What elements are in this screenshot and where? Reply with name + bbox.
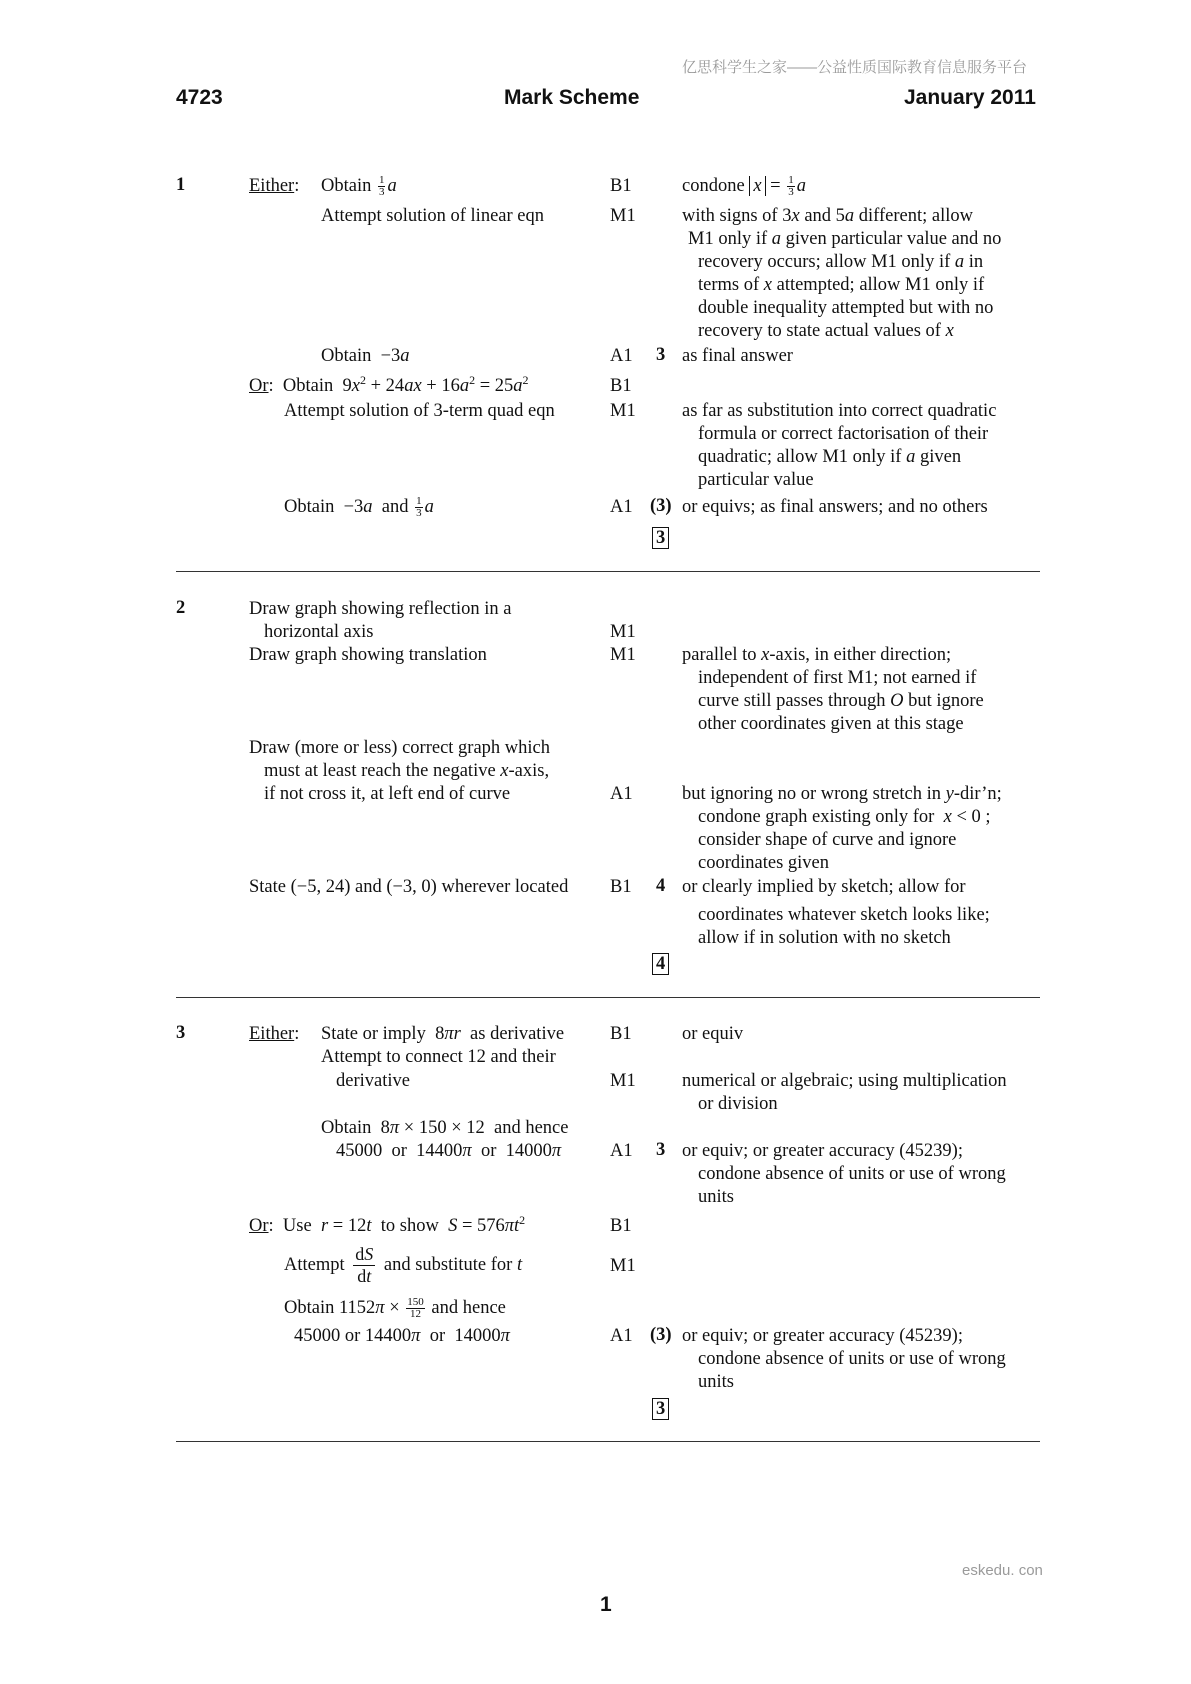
comment-text: but ignoring no or wrong stretch in y-dir’n; <box>682 784 1002 804</box>
step-text: 45000 or 14400π or 14000π <box>294 1326 510 1346</box>
comment-text: or equivs; as final answers; and no others <box>682 497 988 517</box>
mark-code: A1 <box>610 1141 633 1161</box>
comment-text: formula or correct factorisation of their <box>698 424 989 444</box>
step-text: Attempt to connect 12 and their <box>321 1047 556 1067</box>
step-text: Obtain −3a <box>321 346 410 366</box>
watermark-top: 亿思科学生之家——公益性质国际教育信息服务平台 <box>682 59 1028 76</box>
mark-code: M1 <box>610 622 636 642</box>
question-total: 4 <box>652 953 669 975</box>
question-number: 1 <box>176 175 186 195</box>
comment-text: coordinates given <box>698 853 829 873</box>
step-text: Or: Use r = 12t to show $S = 576\pi t^2$ <box>249 1213 526 1236</box>
step-text: if not cross it, at left end of curve <box>264 784 511 804</box>
comment-text: as far as substitution into correct quadratic <box>682 401 997 421</box>
comment-text: quadratic; allow M1 only if a given <box>698 447 962 467</box>
step-text: 45000 or 14400π or 14000π <box>336 1141 562 1161</box>
comment-text: particular value <box>698 470 814 490</box>
mark-code: B1 <box>610 877 632 897</box>
mark-code: M1 <box>610 206 636 226</box>
subtotal: 4 <box>656 876 666 896</box>
comment-text: with signs of 3x and 5a different; allow <box>682 206 973 226</box>
mark-code: A1 <box>610 1326 633 1346</box>
step-text: Obtain $\frac{1}{3}$ a <box>321 174 397 199</box>
step-text: Attempt solution of linear eqn <box>321 206 544 226</box>
page-number: 1 <box>600 1593 612 1616</box>
comment-text: other coordinates given at this stage <box>698 714 964 734</box>
mark-code: M1 <box>610 401 636 421</box>
comment-text: units <box>698 1187 734 1207</box>
subtotal: 3 <box>656 345 666 365</box>
either-label: Either: <box>249 1024 300 1044</box>
mark-code: B1 <box>610 176 632 196</box>
comment-text: or equiv <box>682 1024 744 1044</box>
divider <box>176 1441 1040 1442</box>
step-text: Obtain 8π × 150 × 12 and hence <box>321 1118 569 1138</box>
divider <box>176 571 1040 572</box>
step-text: State (−5, 24) and (−3, 0) wherever located <box>249 877 569 897</box>
step-text: Attempt solution of 3-term quad eqn <box>284 401 555 421</box>
comment-text: or equiv; or greater accuracy (45239); <box>682 1141 963 1161</box>
comment-text: recovery to state actual values of x <box>698 321 954 341</box>
step-text: Draw graph showing translation <box>249 645 487 665</box>
mark-code: M1 <box>610 1256 636 1276</box>
paper-code: 4723 <box>176 86 223 109</box>
mark-code: M1 <box>610 645 636 665</box>
step-text: must at least reach the negative x-axis, <box>264 761 550 781</box>
subtotal: 3 <box>656 1140 666 1160</box>
comment-text: M1 only if a given particular value and no <box>688 229 1002 249</box>
comment-text: condone graph existing only for x < 0 ; <box>698 807 991 827</box>
step-text: derivative <box>336 1071 410 1091</box>
comment-text: or division <box>698 1094 778 1114</box>
mark-code: M1 <box>610 1071 636 1091</box>
watermark-bottom: eskedu. con <box>962 1562 1043 1579</box>
subtotal: (3) <box>650 496 672 516</box>
mark-code: B1 <box>610 1024 632 1044</box>
question-total: 3 <box>652 1398 669 1420</box>
step-text: Draw graph showing reflection in a <box>249 599 512 619</box>
comment-text: terms of x attempted; allow M1 only if <box>698 275 985 295</box>
page-title: Mark Scheme <box>504 86 640 109</box>
step-text: Obtain 1152π × $\frac{150}{12}$ and hence <box>284 1296 506 1321</box>
subtotal: (3) <box>650 1325 672 1345</box>
comment-text: condone x = $\frac{1}{3}$ a <box>682 174 806 199</box>
comment-text: double inequality attempted but with no <box>698 298 994 318</box>
comment-text: coordinates whatever sketch looks like; <box>698 905 990 925</box>
step-text: State or imply 8πr as derivative <box>321 1024 565 1044</box>
divider <box>176 997 1040 998</box>
comment-text: allow if in solution with no sketch <box>698 928 951 948</box>
question-number: 3 <box>176 1023 186 1043</box>
step-text: Draw (more or less) correct graph which <box>249 738 551 758</box>
comment-text: condone absence of units or use of wrong <box>698 1349 1006 1369</box>
comment-text: condone absence of units or use of wrong <box>698 1164 1006 1184</box>
comment-text: or clearly implied by sketch; allow for <box>682 877 966 897</box>
comment-text: consider shape of curve and ignore <box>698 830 957 850</box>
mark-code: A1 <box>610 497 633 517</box>
step-text: Obtain −3a and $\frac{1}{3}$ a <box>284 495 434 520</box>
mark-code: B1 <box>610 1216 632 1236</box>
step-text: horizontal axis <box>264 622 374 642</box>
comment-text: as final answer <box>682 346 793 366</box>
comment-text: units <box>698 1372 734 1392</box>
either-label: Either: <box>249 176 300 196</box>
comment-text: independent of first M1; not earned if <box>698 668 977 688</box>
mark-code: A1 <box>610 784 633 804</box>
mark-code: B1 <box>610 376 632 396</box>
comment-text: or equiv; or greater accuracy (45239); <box>682 1326 963 1346</box>
exam-date: January 2011 <box>904 86 1036 109</box>
mark-code: A1 <box>610 346 633 366</box>
comment-text: recovery occurs; allow M1 only if a in <box>698 252 984 272</box>
question-number: 2 <box>176 598 186 618</box>
comment-text: parallel to x-axis, in either direction; <box>682 645 952 665</box>
comment-text: curve still passes through O but ignore <box>698 691 984 711</box>
question-total: 3 <box>652 527 669 549</box>
comment-text: numerical or algebraic; using multiplication <box>682 1071 1007 1091</box>
step-text: Or: Obtain $9x^2 + 24ax + 16a^2 = 25a^2$ <box>249 373 529 396</box>
step-text: Attempt $\frac{dS}{dt}$ and substitute for t <box>284 1244 523 1286</box>
